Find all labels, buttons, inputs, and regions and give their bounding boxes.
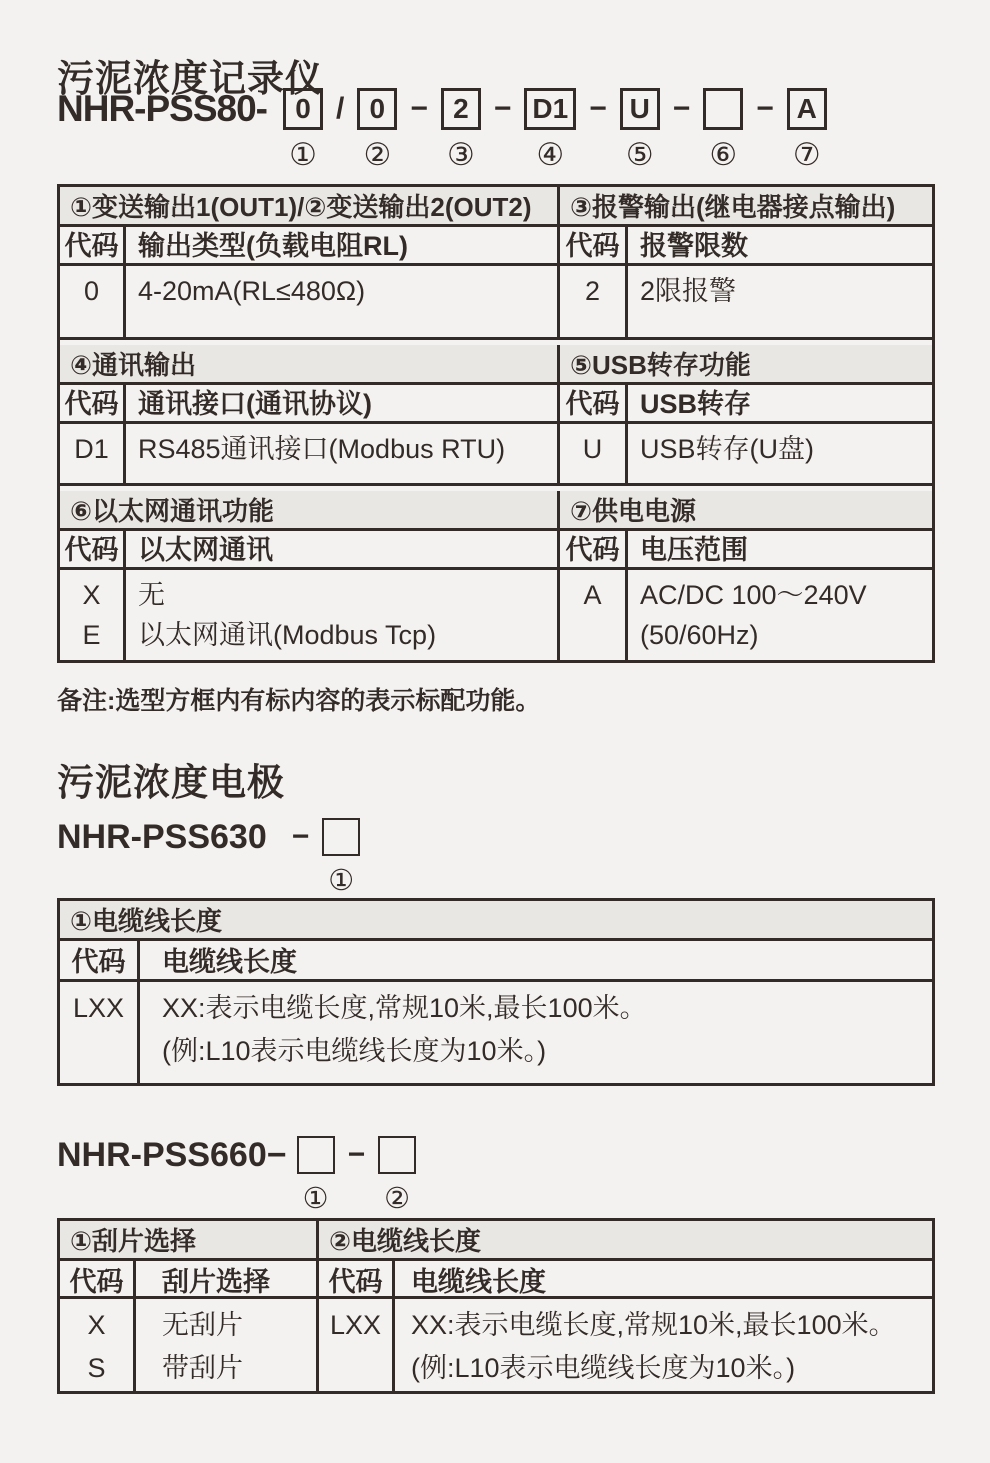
segment-number-4: ④ xyxy=(536,137,565,172)
table-section-cable-length xyxy=(60,901,932,1083)
table-row xyxy=(60,424,557,483)
code-box-4: D1 xyxy=(524,88,576,130)
code-box-6-empty xyxy=(703,88,743,130)
code-box-empty xyxy=(322,818,360,856)
desc-value: 无刮片 xyxy=(162,1310,243,1340)
segment-number-3: ③ xyxy=(446,137,475,172)
desc-value: XX:表示电缆长度,常规10米,最长100米。 xyxy=(162,993,647,1023)
code-box-3: 2 xyxy=(441,88,481,130)
pss630-model-prefix: NHR-PSS630 xyxy=(57,818,267,856)
code-value: 0 xyxy=(83,276,100,306)
model-separator-dash: − xyxy=(493,92,512,125)
desc-value: (例:L10表示电缆线长度为10米。) xyxy=(411,1353,796,1383)
section-header: ⑥以太网通讯功能 xyxy=(60,491,557,531)
section-header: ⑦供电电源 xyxy=(560,491,932,531)
model-segment-5 xyxy=(620,88,660,172)
section-usb-transfer xyxy=(557,345,932,483)
desc-column-label: 通讯接口(通讯协议) xyxy=(138,389,372,419)
section-header: ⑤USB转存功能 xyxy=(560,345,932,385)
segment-number-2: ② xyxy=(363,137,392,172)
pss630-model-code-line xyxy=(57,818,360,898)
table-row xyxy=(560,424,932,483)
desc-column-label: USB转存 xyxy=(640,389,752,419)
code-value: X xyxy=(87,1310,106,1340)
desc-column-label: 电压范围 xyxy=(640,535,748,565)
model-segment-1 xyxy=(322,818,360,898)
section-alarm-output xyxy=(557,187,932,337)
electrode-title: 污泥浓度电极 xyxy=(57,762,285,803)
column-header-row xyxy=(60,941,932,982)
model-segment-2 xyxy=(357,88,397,172)
code-column-label: 代码 xyxy=(328,1267,383,1297)
section-comm-output xyxy=(60,345,557,483)
section-header: ②电缆线长度 xyxy=(319,1221,932,1261)
section-power-supply xyxy=(557,491,932,660)
code-value: E xyxy=(82,620,101,650)
model-segment-1 xyxy=(297,1136,335,1216)
table-row xyxy=(60,982,932,1083)
code-column-label: 代码 xyxy=(565,535,620,565)
column-header-row xyxy=(560,227,932,266)
desc-value: RS485通讯接口(Modbus RTU) xyxy=(138,434,506,464)
model-segment-4 xyxy=(524,88,576,172)
desc-value: 2限报警 xyxy=(640,276,737,306)
model-separator-slash: / xyxy=(336,92,345,125)
desc-value: 4-20mA(RL≤480Ω) xyxy=(138,276,366,306)
model-segment-1 xyxy=(283,88,323,172)
code-column-label: 代码 xyxy=(64,535,119,565)
pss660-model-prefix: NHR-PSS660− xyxy=(57,1136,287,1174)
code-value: S xyxy=(87,1353,106,1383)
recorder-selection-table xyxy=(57,184,935,663)
recorder-model-prefix: NHR-PSS80- xyxy=(57,88,267,129)
desc-value: USB转存(U盘) xyxy=(640,434,814,464)
desc-column-label: 以太网通讯 xyxy=(138,535,273,565)
section-header: ①电缆线长度 xyxy=(60,901,932,941)
desc-column-label: 报警限数 xyxy=(640,231,748,261)
column-header-row xyxy=(60,1261,316,1299)
table-section-scraper-cable xyxy=(60,1221,932,1391)
segment-number-6: ⑥ xyxy=(709,137,738,172)
model-segment-7 xyxy=(787,88,827,172)
segment-number-1: ① xyxy=(289,137,317,172)
desc-value: XX:表示电缆长度,常规10米,最长100米。 xyxy=(411,1310,896,1340)
column-header-row xyxy=(319,1261,932,1299)
model-separator-dash: − xyxy=(589,92,607,125)
code-column-label: 代码 xyxy=(64,231,119,261)
segment-number-7: ⑦ xyxy=(792,137,821,172)
model-segment-3 xyxy=(441,88,481,172)
desc-column-label: 输出类型(负载电阻RL) xyxy=(138,231,408,261)
section-header: ①变送输出1(OUT1)/②变送输出2(OUT2) xyxy=(60,187,557,227)
table-section-ethernet-power xyxy=(60,491,932,660)
desc-column-label: 电缆线长度 xyxy=(411,1267,546,1297)
code-box-7: A xyxy=(787,88,827,130)
column-header-row xyxy=(60,385,557,424)
code-box-5: U xyxy=(620,88,660,130)
code-value: U xyxy=(582,434,603,464)
table-row xyxy=(319,1299,932,1391)
code-column-label: 代码 xyxy=(565,389,620,419)
segment-number-1: ① xyxy=(302,1183,329,1215)
desc-value: 以太网通讯(Modbus Tcp) xyxy=(138,620,437,650)
section-header: ④通讯输出 xyxy=(60,345,557,385)
table-row xyxy=(60,1299,316,1391)
section-header: ①刮片选择 xyxy=(60,1221,316,1261)
code-value: LXX xyxy=(329,1310,382,1340)
recorder-title: 污泥浓度记录仪 xyxy=(57,58,323,99)
table-section-comm xyxy=(60,345,932,486)
code-column-label: 代码 xyxy=(64,389,119,419)
segment-number-2: ② xyxy=(384,1183,411,1215)
column-header-row xyxy=(60,227,557,266)
model-separator-dash: − xyxy=(672,92,691,125)
table-section-outputs xyxy=(60,187,932,340)
model-separator-dash: − xyxy=(291,820,310,853)
desc-value: 无 xyxy=(138,580,165,610)
code-box-empty xyxy=(297,1136,335,1174)
recorder-model-code-line xyxy=(57,88,827,172)
table-row xyxy=(60,266,557,337)
table-row xyxy=(560,266,932,337)
code-box-1: 0 xyxy=(283,88,323,130)
pss630-selection-table xyxy=(57,898,935,1086)
model-separator-dash: − xyxy=(756,92,774,125)
pss660-model-code-line xyxy=(57,1136,416,1216)
section-transmit-output xyxy=(60,187,557,337)
code-value: A xyxy=(583,580,602,610)
model-separator-dash: − xyxy=(410,92,428,125)
model-segment-6 xyxy=(703,88,743,172)
model-segment-2 xyxy=(378,1136,416,1216)
desc-value: AC/DC 100～240V xyxy=(640,580,867,610)
code-value: LXX xyxy=(72,993,125,1023)
model-separator-dash: − xyxy=(347,1138,366,1171)
segment-number-5: ⑤ xyxy=(625,137,654,172)
desc-value: (50/60Hz) xyxy=(640,620,759,650)
segment-number-1: ① xyxy=(328,865,355,897)
code-box-empty xyxy=(378,1136,416,1174)
code-value: 2 xyxy=(584,276,601,306)
section-ethernet xyxy=(60,491,557,660)
table-row xyxy=(60,570,557,660)
code-value: D1 xyxy=(74,434,109,464)
column-header-row xyxy=(560,531,932,570)
desc-column-label: 电缆线长度 xyxy=(162,947,297,977)
code-column-label: 代码 xyxy=(71,947,126,977)
standard-config-note: 备注:选型方框内有标内容的表示标配功能。 xyxy=(57,687,541,715)
pss660-selection-table xyxy=(57,1218,935,1394)
code-box-2: 0 xyxy=(357,88,397,130)
column-header-row xyxy=(560,385,932,424)
table-row xyxy=(560,570,932,660)
column-header-row xyxy=(60,531,557,570)
code-value: X xyxy=(82,580,101,610)
code-column-label: 代码 xyxy=(565,231,620,261)
desc-value: (例:L10表示电缆线长度为10米。) xyxy=(162,1036,547,1066)
code-column-label: 代码 xyxy=(69,1267,124,1297)
desc-value: 带刮片 xyxy=(162,1353,243,1383)
section-header: ③报警输出(继电器接点输出) xyxy=(560,187,932,227)
section-cable-length xyxy=(316,1221,932,1391)
section-scraper-select xyxy=(60,1221,316,1391)
desc-column-label: 刮片选择 xyxy=(162,1267,270,1297)
